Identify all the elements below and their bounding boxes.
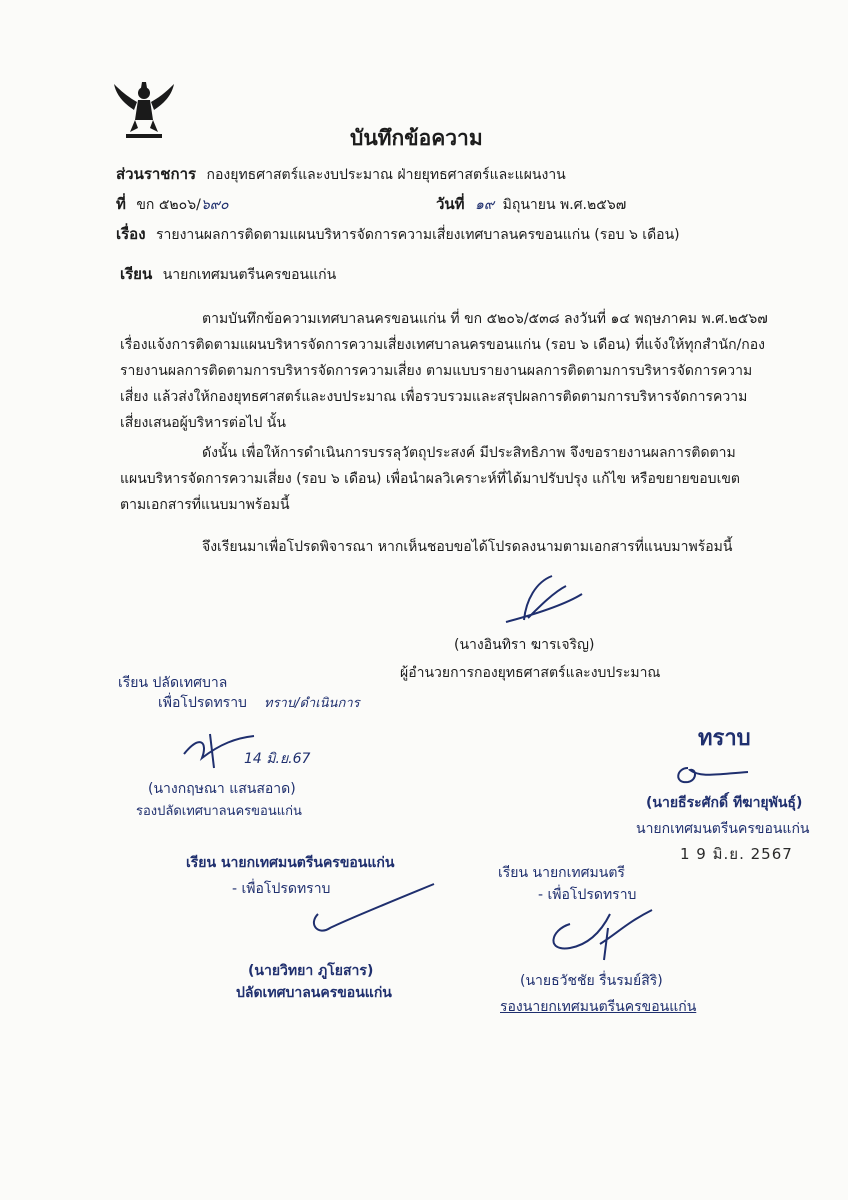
note2-name: (นายวิทยา ภูโยสาร) bbox=[248, 963, 374, 979]
note-right1-ack: ทราบ bbox=[698, 726, 751, 751]
to-label: เรียน bbox=[120, 265, 153, 283]
date-day: ๑๙ bbox=[475, 197, 495, 213]
note1-purpose: เพื่อโปรดทราบ bbox=[158, 695, 247, 711]
garuda-emblem-icon bbox=[112, 80, 176, 140]
signature-mayor bbox=[668, 754, 758, 790]
department-row bbox=[116, 162, 566, 186]
body-line: ตามบันทึกข้อความเทศบาลนครขอนแก่น ที่ ขก ๕๒๐๖/๕๓๘ ลงวันที่ ๑๔ พฤษภาคม พ.ศ.๒๕๖๗ bbox=[202, 311, 768, 327]
body-paragraph-2 bbox=[120, 440, 740, 518]
note1-name: (นางกฤษณา แสนสอาด) bbox=[148, 781, 296, 797]
body-line: ดังนั้น เพื่อให้การดำเนินการบรรลุวัตถุประสงค์ มีประสิทธิภาพ จึงขอรายงานผลการติดตาม bbox=[202, 445, 736, 461]
ref-handwritten: ๖๙๐ bbox=[200, 197, 229, 213]
note-right1-position: นายกเทศมนตรีนครขอนแก่น bbox=[636, 821, 810, 837]
subject-label: เรื่อง bbox=[116, 225, 146, 243]
body-line: แผนบริหารจัดการความเสี่ยง (รอบ ๖ เดือน) เพื่อนำผลวิเคราะห์ที่ได้มาปรับปรุง แก้ไข หรือขยายขอบเขต bbox=[120, 471, 741, 487]
department-label: ส่วนราชการ bbox=[116, 165, 197, 183]
to-row bbox=[120, 262, 336, 286]
note2-to: เรียน นายกเทศมนตรีนครขอนแก่น bbox=[186, 855, 395, 871]
note-right2-name: (นายธวัชชัย รื่นรมย์สิริ) bbox=[520, 973, 663, 989]
signature-main bbox=[496, 570, 586, 630]
note-right2-to: เรียน นายกเทศมนตรี bbox=[498, 865, 625, 881]
note1-handwritten-note: ทราบ/ดำเนินการ bbox=[264, 696, 360, 711]
note1-position: รองปลัดเทศบาลนครขอนแก่น bbox=[136, 804, 302, 819]
body-line: ตามเอกสารที่แนบมาพร้อมนี้ bbox=[120, 497, 290, 513]
signer-main-name: (นางอินทิรา ฆารเจริญ) bbox=[454, 637, 595, 653]
department-value: กองยุทธศาสตร์และงบประมาณ ฝ่ายยุทธศาสตร์และแผนงาน bbox=[206, 167, 566, 183]
note2-position: ปลัดเทศบาลนครขอนแก่น bbox=[236, 985, 392, 1001]
body-line: จึงเรียนมาเพื่อโปรดพิจารณา หากเห็นชอบขอได้โปรดลงนามตามเอกสารที่แนบมาพร้อมนี้ bbox=[202, 539, 733, 555]
note1-to: เรียน ปลัดเทศบาล bbox=[118, 675, 228, 691]
signature-deputy-mayor bbox=[540, 904, 660, 964]
body-line: รายงานผลการติดตามการบริหารจัดการความเสี่ยง ตามแบบรายงานผลการติดตามการบริหารจัดการความ bbox=[120, 363, 753, 379]
to-value: นายกเทศมนตรีนครขอนแก่น bbox=[162, 267, 337, 283]
date-rest: มิถุนายน พ.ศ.๒๕๖๗ bbox=[502, 197, 627, 213]
body-line: เรื่องแจ้งการติดตามแผนบริหารจัดการความเสี่ยงเทศบาลนครขอนแก่น (รอบ ๖ เดือน) ที่แจ้งให้ทุกสำนัก/กอง bbox=[120, 337, 766, 353]
signer-main-position: ผู้อำนวยการกองยุทธศาสตร์และงบประมาณ bbox=[400, 665, 661, 681]
note-right1-stamp-date: 1 9 มิ.ย. 2567 bbox=[680, 845, 793, 863]
subject-value: รายงานผลการติดตามแผนบริหารจัดการความเสี่ยงเทศบาลนครขอนแก่น (รอบ ๖ เดือน) bbox=[155, 227, 680, 243]
date-row bbox=[436, 192, 626, 216]
memo-title: บันทึกข้อความ bbox=[350, 126, 483, 150]
date-label: วันที่ bbox=[436, 195, 465, 213]
ref-value: ขก ๕๒๐๖/ bbox=[136, 197, 201, 213]
note-right1-name: (นายธีระศักดิ์ ทีฆายุพันธุ์) bbox=[646, 795, 803, 811]
ref-label: ที่ bbox=[116, 195, 126, 213]
signature-note2 bbox=[300, 880, 440, 942]
body-paragraph-3 bbox=[202, 534, 732, 560]
note-right2-purpose: - เพื่อโปรดทราบ bbox=[538, 887, 637, 903]
ref-row bbox=[116, 192, 229, 216]
note2-purpose: - เพื่อโปรดทราบ bbox=[232, 881, 331, 897]
subject-row bbox=[116, 222, 680, 246]
body-line: เสี่ยง แล้วส่งให้กองยุทธศาสตร์และงบประมาณ เพื่อรวบรวมและสรุปผลการติดตามการบริหารจัดการความ bbox=[120, 389, 748, 405]
note1-date: 14 มิ.ย.67 bbox=[244, 751, 311, 767]
body-line: เสี่ยงเสนอผู้บริหารต่อไป นั้น bbox=[120, 415, 286, 431]
note-right2-position: รองนายกเทศมนตรีนครขอนแก่น bbox=[500, 999, 697, 1015]
body-paragraph-1 bbox=[120, 306, 768, 436]
